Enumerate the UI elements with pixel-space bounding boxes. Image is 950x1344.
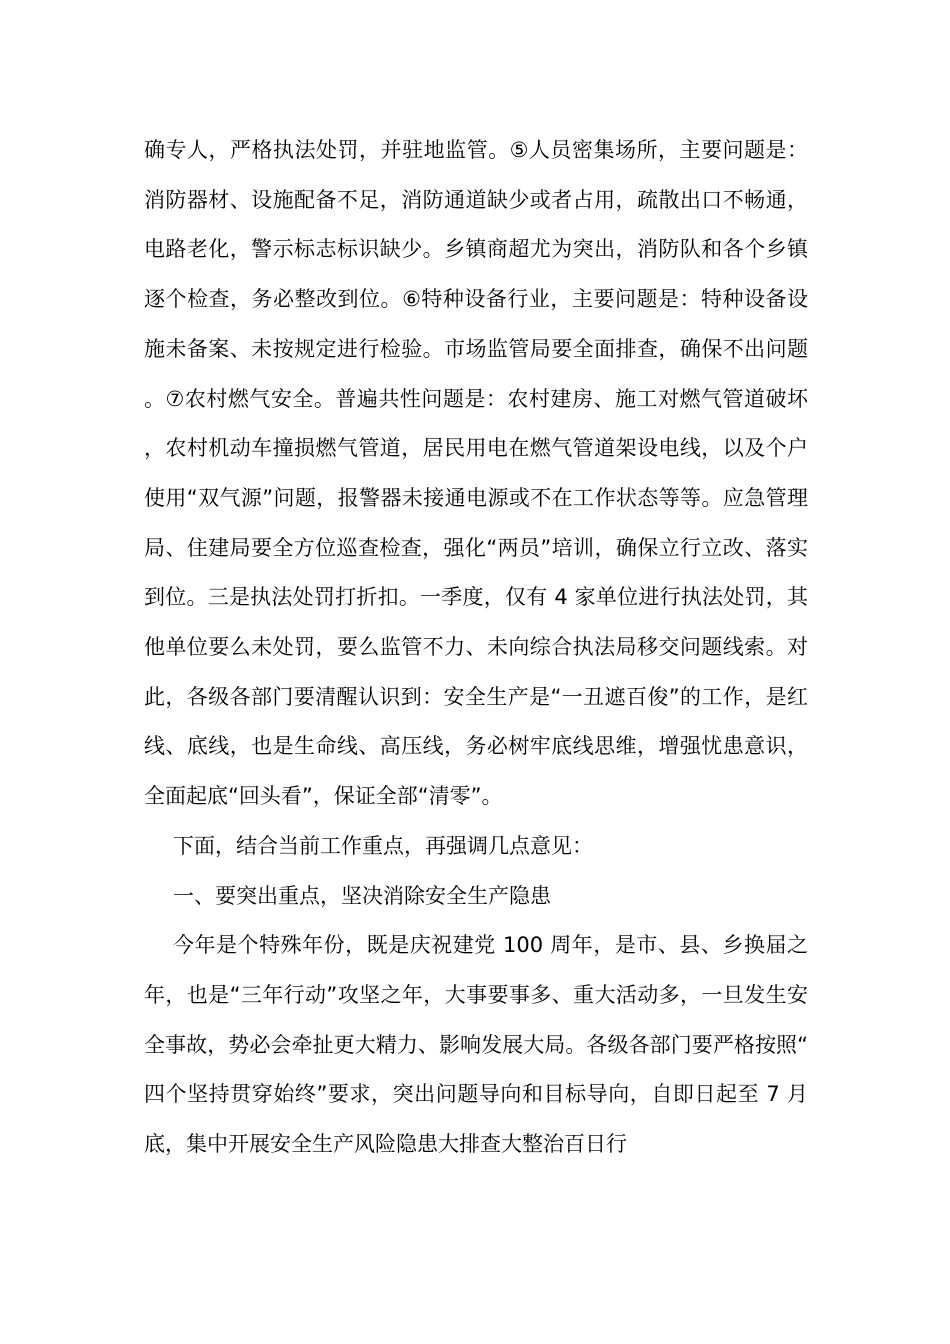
document-body	[144, 126, 808, 1170]
section-heading: 一、要突出重点，坚决消除安全生产隐患	[173, 883, 551, 908]
paragraph-continuation: 确专人，严格执法处罚，并驻地监管。⑤人员密集场所，主要问题是：消防器材、设施配备不足，消防通道缺少或者占用，疏散出口不畅通，电路老化，警示标志标识缺少。乡镇商超尤为突出，消防队和各个乡镇逐个检查，务必整改到位。⑥特种设备行业，主要问题是：特种设备设施未备案、未按规定进行检验。市场监管局要全面排查，确保不出问题。⑦农村燃气安全。普遍共性问题是：农村建房、施工对燃气管道破坏，农村机动车撞损燃气管道，居民用电在燃气管道架设电线，以及个户使用“双气源”问题，报警器未接通电源或不在工作状态等等。应急管理局、住建局要全方位巡查检查，强化“两员”培训，确保立行立改、落实到位。三是执法处罚打折扣。一季度，仅有 4 家单位进行执法处罚，其他单位要么未处罚，要么监管不力、未向综合执法局移交问题线索。对此，各级各部门要清醒认识到：安全生产是“一丑遮百俊”的工作，是红线、底线，也是生命线、高压线，务必树牢底线思维，增强忧患意识，全面起底“回头看”，保证全部“清零”。	[144, 138, 808, 809]
paragraph-body: 今年是个特殊年份，既是庆祝建党 100 周年，是市、县、乡换届之年，也是“三年行动”攻坚之年，大事要事多、重大活动多，一旦发生安全事故，势必会牵扯更大精力、影响发展大局。各级各部门要严格按照“四个坚持贯穿始终”要求，突出问题导向和目标导向，自即日起至 7 月底，集中开展安全生产风险隐患大排查大整治百日行	[144, 933, 808, 1157]
paragraph-intro: 下面，结合当前工作重点，再强调几点意见：	[173, 833, 593, 858]
